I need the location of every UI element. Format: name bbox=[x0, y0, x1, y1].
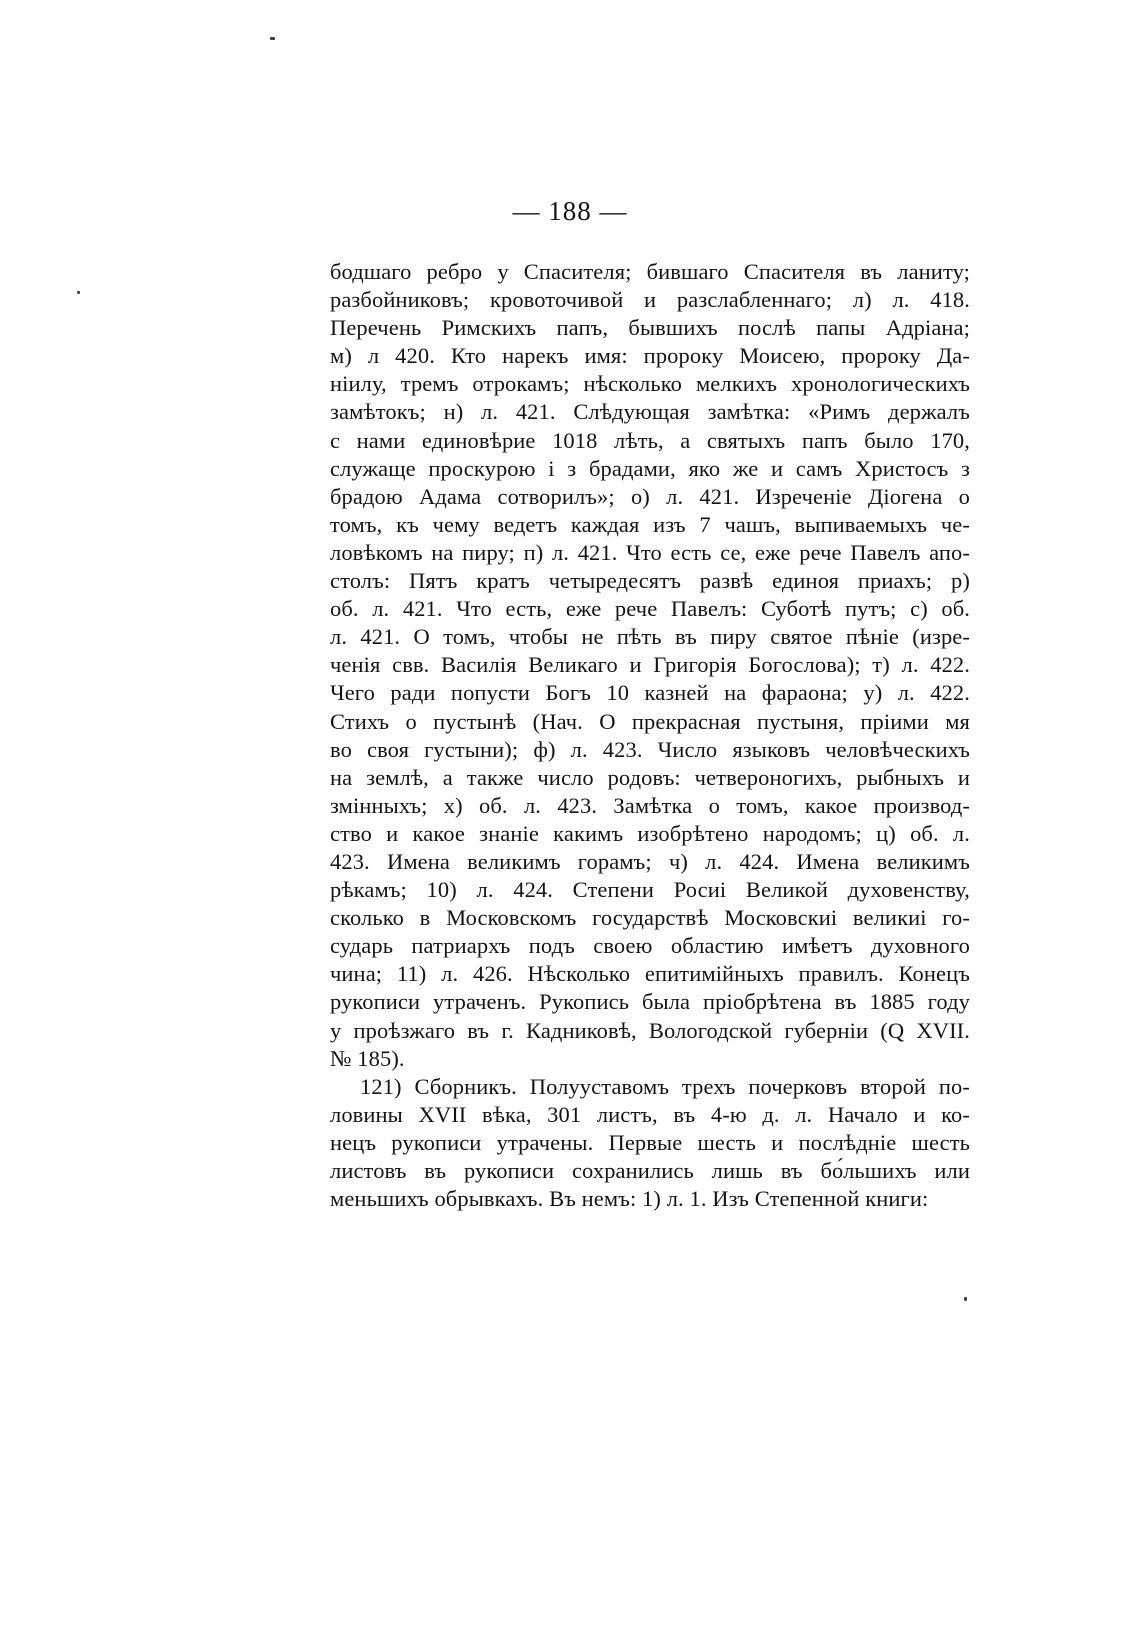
text-line: об. л. 421. Что есть, еже рече Павелъ: Суботѣ путъ; с) об. bbox=[330, 596, 970, 622]
text-line: ловины XVII вѣка, 301 листъ, въ 4-ю д. л. Начало и ко- bbox=[330, 1101, 970, 1127]
page-number: — 188 — bbox=[512, 196, 628, 226]
text-line: меньшихъ обрывкахъ. Въ немъ: 1) л. 1. Изъ Степенной книги: bbox=[330, 1186, 929, 1212]
text-line: м) л 420. Кто нарекъ имя: пророку Моисею, пророку Да- bbox=[330, 343, 970, 369]
text-line: разбойниковъ; кровоточивой и разслабленнаго; л) л. 418. bbox=[330, 287, 970, 313]
text-line: нецъ рукописи утрачены. Первые шесть и послѣдніе шесть bbox=[330, 1129, 970, 1155]
text-line: ченія свв. Василія Великаго и Григорія Богослова); т) л. 422. bbox=[330, 652, 970, 678]
paragraph bbox=[330, 1073, 970, 1213]
text-line: с нами единовѣрие 1018 лѣть, а святыхъ папъ было 170, bbox=[330, 427, 970, 453]
text-line: бодшаго ребро у Спасителя; бившаго Спасителя въ ланиту; bbox=[330, 259, 970, 284]
text-line: л. 421. О томъ, чтобы не пѣть въ пиру святое пѣніе (изре- bbox=[330, 624, 970, 650]
text-line: во своя густыни); ф) л. 423. Число языковъ человѣческихъ bbox=[330, 736, 970, 762]
paragraph bbox=[330, 258, 970, 1073]
scan-speck bbox=[270, 37, 275, 40]
text-line: ловѣкомъ на пиру; п) л. 421. Что есть се, еже рече Павелъ апо- bbox=[330, 539, 970, 565]
scan-speck bbox=[77, 291, 80, 294]
text-line: Чего ради попусти Богъ 10 казней на фараона; у) л. 422. bbox=[330, 680, 970, 706]
text-line: 423. Имена великимъ горамъ; ч) л. 424. Имена великимъ bbox=[330, 848, 970, 874]
text-line: сударь патриархъ подъ своею областию имѣетъ духовного bbox=[330, 933, 970, 959]
text-line: у проѣзжаго въ г. Кадниковѣ, Вологодской губерніи (Q XVII. bbox=[330, 1017, 970, 1043]
text-line: Перечень Римскихъ папъ, бывшихъ послѣ папы Адріана; bbox=[330, 315, 970, 341]
text-line: 121) Сборникъ. Полууставомъ трехъ почерковъ второй по- bbox=[360, 1073, 970, 1099]
body-text bbox=[330, 258, 970, 1213]
scan-speck bbox=[964, 1297, 967, 1301]
text-line: томъ, къ чему ведетъ каждая изъ 7 чашъ, выпиваемыхъ че- bbox=[330, 511, 970, 537]
text-line: № 185). bbox=[330, 1045, 405, 1071]
text-line: служаще проскурою і з брадами, яко же и самъ Христосъ з bbox=[330, 455, 970, 481]
text-line: Стихъ о пустынѣ (Нач. О прекрасная пустыня, пріими мя bbox=[330, 708, 970, 734]
text-line: листовъ въ рукописи сохранились лишь въ бо́льшихъ или bbox=[330, 1158, 970, 1183]
text-line: столъ: Пятъ кратъ четыредесятъ развѣ единоя приахъ; р) bbox=[330, 568, 970, 594]
text-line: брадою Адама сотворилъ»; о) л. 421. Изреченіе Діогена о bbox=[330, 483, 970, 509]
text-line: на землѣ, а также число родовъ: четвероногихъ, рыбныхъ и bbox=[330, 764, 970, 790]
text-line: ніилу, тремъ отрокамъ; нѣсколько мелкихъ хронологическихъ bbox=[330, 371, 970, 397]
text-line: чина; 11) л. 426. Нѣсколько епитимійныхъ правилъ. Конецъ bbox=[330, 961, 970, 987]
text-line: сколько в Московскомъ государствѣ Московскиі великиі го- bbox=[330, 905, 970, 931]
text-line: ство и какое знаніе какимъ изобрѣтено народомъ; ц) об. л. bbox=[330, 820, 970, 846]
text-line: рукописи утраченъ. Рукопись была пріобрѣтена въ 1885 году bbox=[330, 989, 970, 1015]
text-line: рѣкамъ; 10) л. 424. Степени Росиі Великой духовенству, bbox=[330, 877, 970, 903]
text-line: замѣтокъ; н) л. 421. Слѣдующая замѣтка: «Римъ держалъ bbox=[330, 399, 970, 425]
text-line: змінныхъ; х) об. л. 423. Замѣтка о томъ, какое производ- bbox=[330, 792, 970, 818]
